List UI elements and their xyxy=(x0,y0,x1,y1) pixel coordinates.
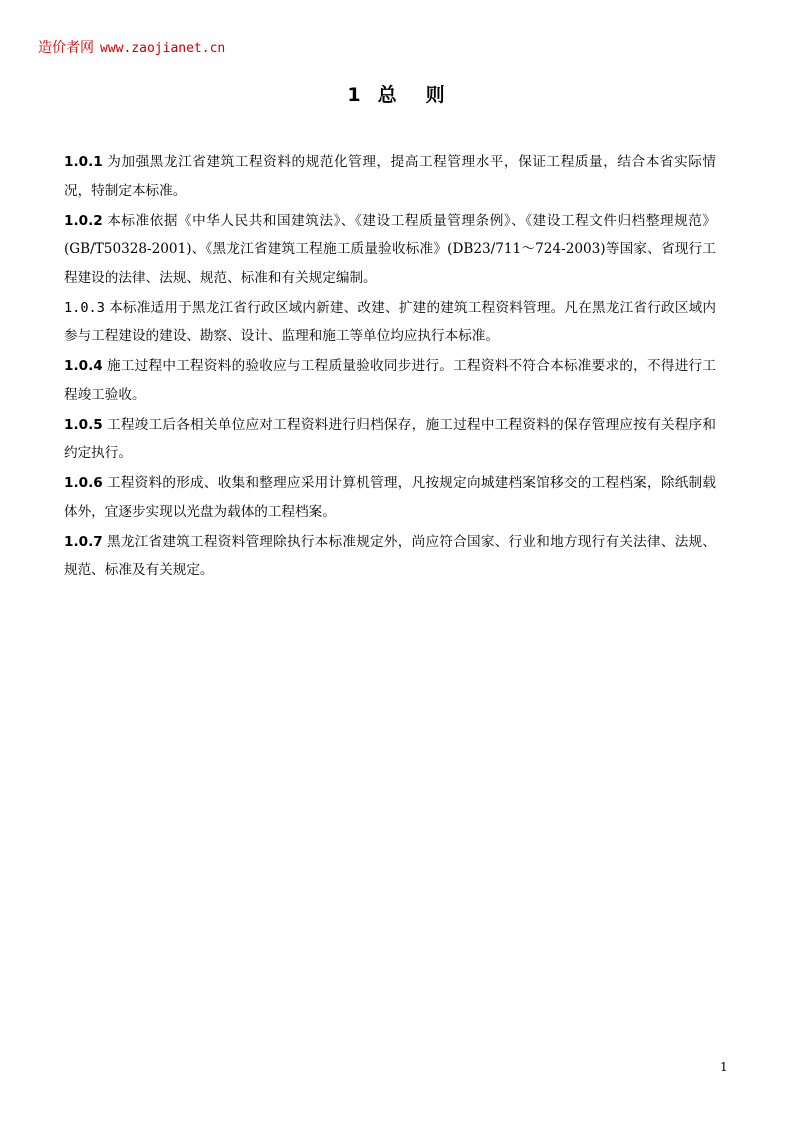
chapter-number: 1 xyxy=(347,84,362,106)
clause-text: 为加强黑龙江省建筑工程资料的规范化管理，提高工程管理水平，保证工程质量，结合本省实际情况，特制定本标准。 xyxy=(64,154,716,199)
clause-number: 1.0.4 xyxy=(64,358,103,374)
clause-1-0-6 xyxy=(64,469,716,526)
clause-text: 工程资料的形成、收集和整理应采用计算机管理，凡按规定向城建档案馆移交的工程档案，除纸制载体外，宜逐步实现以光盘为载体的工程档案。 xyxy=(64,475,716,520)
chapter-title xyxy=(0,80,793,107)
clause-number: 1.0.3 xyxy=(64,299,105,316)
clause-number: 1.0.7 xyxy=(64,533,103,550)
clause-text: 本标准适用于黑龙江省行政区域内新建、改建、扩建的建筑工程资料管理。凡在黑龙江省行政区域内参与工程建设的建设、勘察、设计、监理和施工等单位均应执行本标准。 xyxy=(64,299,716,344)
site-url: www.zaojianet.cn xyxy=(100,41,226,56)
clause-1-0-7 xyxy=(64,528,716,585)
clause-text: 施工过程中工程资料的验收应与工程质量验收同步进行。工程资料不符合本标准要求的，不得进行工程竣工验收。 xyxy=(64,358,716,403)
clause-number: 1.0.1 xyxy=(64,154,103,170)
clause-1-0-5 xyxy=(64,411,716,468)
clause-text: 黑龙江省建筑工程资料管理除执行本标准规定外，尚应符合国家、行业和地方现行有关法律、法规、规范、标准及有关规定。 xyxy=(64,533,716,578)
site-name: 造价者网 xyxy=(38,40,94,56)
clause-1-0-1 xyxy=(64,148,716,205)
clause-1-0-4 xyxy=(64,352,716,409)
clause-number: 1.0.5 xyxy=(64,416,103,433)
chapter-title-word-1: 总 xyxy=(377,84,398,106)
clause-text: 本标准依据《中华人民共和国建筑法》、《建设工程质量管理条例》、《建设工程文件归档整理规范》(GB/T50328-2001)、《黑龙江省建筑工程施工质量验收标准》(DB23/711～724-2003)等国家、省现行工程建设的法律、法规、规范、标准和有关规定编制。 xyxy=(64,212,716,286)
clause-text: 工程竣工后各相关单位应对工程资料进行归档保存，施工过程中工程资料的保存管理应按有关程序和约定执行。 xyxy=(64,416,716,461)
page-number: 1 xyxy=(720,1060,728,1074)
clause-1-0-2 xyxy=(64,207,716,293)
clause-number: 1.0.2 xyxy=(64,212,103,229)
site-watermark xyxy=(38,37,225,57)
chapter-title-word-2: 则 xyxy=(425,84,446,106)
clause-1-0-3 xyxy=(64,294,716,351)
clause-number: 1.0.6 xyxy=(64,475,103,491)
document-body xyxy=(64,148,716,586)
